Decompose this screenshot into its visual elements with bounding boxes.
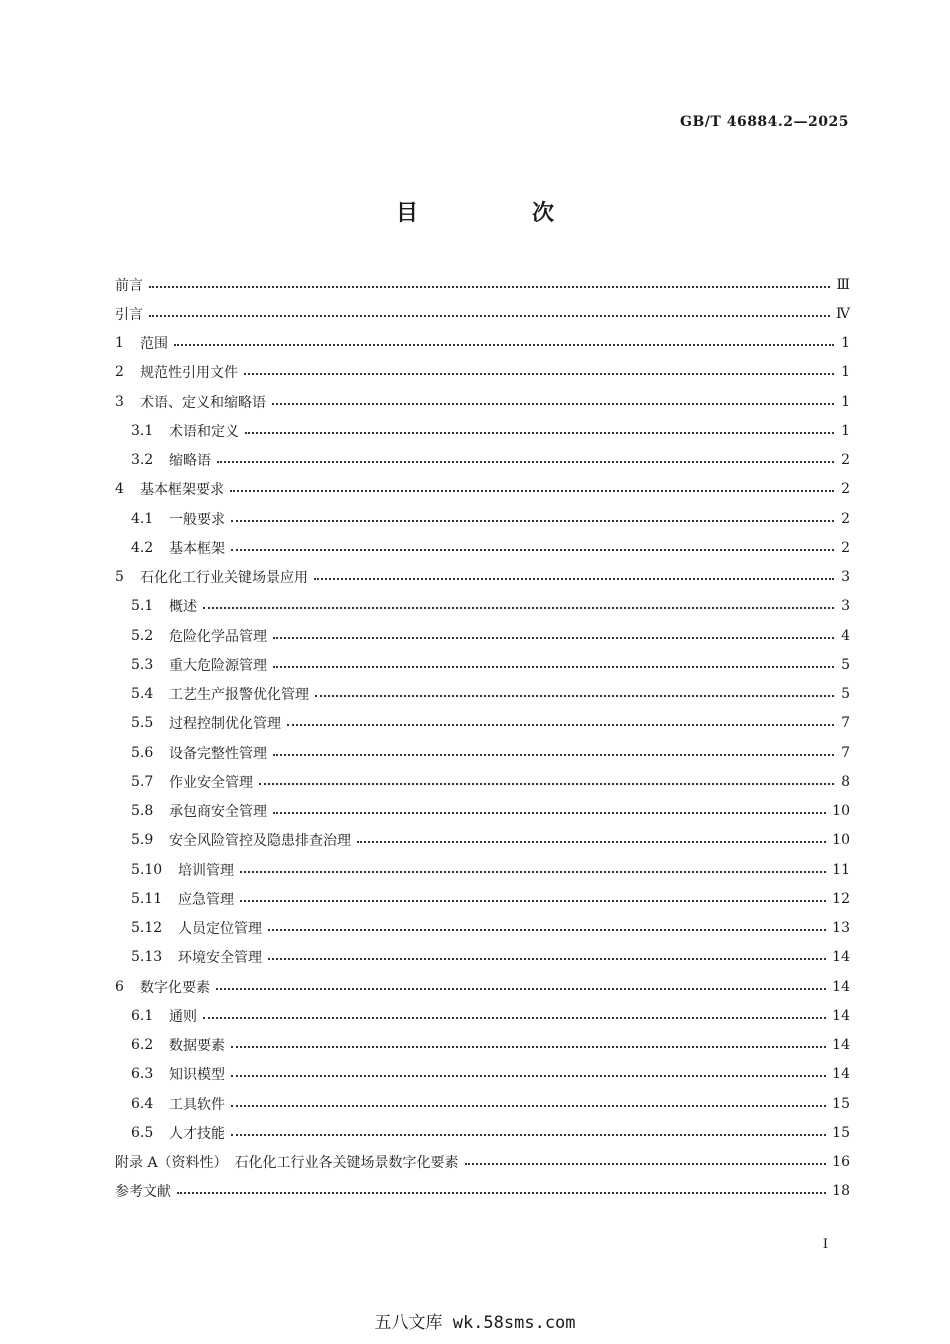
toc-entry-label: 前言	[115, 277, 143, 294]
toc-entry-label: 概述	[169, 599, 197, 616]
toc-entry[interactable]	[115, 914, 850, 943]
toc-entry-number: 6.4	[131, 1095, 154, 1112]
toc-leader-dots	[174, 344, 834, 346]
toc-entry-number: 4.1	[131, 510, 154, 527]
toc-entry[interactable]	[115, 299, 850, 328]
toc-leader-dots	[230, 490, 834, 492]
toc-entry-page: 3	[841, 598, 850, 615]
toc-entry-number: 1	[115, 335, 124, 352]
toc-entry-page: 10	[832, 803, 850, 820]
toc-entry-number: 5.12	[131, 920, 163, 937]
toc-entry-label: 过程控制优化管理	[169, 716, 281, 733]
toc-entry-label: 重大危险源管理	[169, 657, 267, 674]
toc-leader-dots	[465, 1163, 827, 1165]
toc-entry-number: 5	[115, 569, 124, 586]
toc-entry-number: 2	[115, 364, 124, 381]
toc-entry[interactable]	[115, 680, 850, 709]
toc-leader-dots	[268, 958, 826, 960]
toc-leader-dots	[231, 1105, 826, 1107]
toc-entry-label: 工具软件	[169, 1096, 225, 1113]
toc-entry-page: 14	[832, 949, 850, 966]
toc-entry-page: 14	[832, 978, 850, 995]
toc-entry-label: 基本框架	[169, 540, 225, 557]
toc-entry[interactable]	[115, 621, 850, 650]
toc-entry[interactable]	[115, 1177, 850, 1206]
toc-entry-page: 4	[841, 627, 850, 644]
toc-entry-page: 1	[841, 364, 850, 381]
toc-entry-page: 12	[832, 890, 850, 907]
toc-entry[interactable]	[115, 358, 850, 387]
toc-leader-dots	[244, 373, 834, 375]
toc-entry-page: 1	[841, 393, 850, 410]
toc-entry-label: 安全风险管控及隐患排查治理	[169, 833, 351, 850]
toc-leader-dots	[287, 724, 834, 726]
toc-leader-dots	[231, 1134, 826, 1136]
toc-entry-page: 11	[832, 861, 850, 878]
table-of-contents	[115, 270, 850, 1206]
toc-leader-dots	[149, 315, 830, 317]
toc-entry-label: 术语和定义	[169, 423, 239, 440]
toc-entry-page: 15	[832, 1124, 850, 1141]
toc-entry-number: 5.6	[131, 744, 154, 761]
toc-leader-dots	[231, 1046, 826, 1048]
toc-leader-dots	[240, 900, 826, 902]
toc-entry-page: Ⅳ	[836, 305, 850, 322]
toc-entry-number: 5.11	[131, 890, 163, 907]
toc-entry[interactable]	[115, 592, 850, 621]
toc-entry-page: 2	[841, 481, 850, 498]
toc-entry[interactable]	[115, 826, 850, 855]
toc-entry-label: 人员定位管理	[178, 921, 262, 938]
toc-entry[interactable]	[115, 1118, 850, 1147]
toc-entry[interactable]	[115, 884, 850, 913]
toc-leader-dots	[314, 578, 834, 580]
toc-entry[interactable]	[115, 1148, 850, 1177]
toc-leader-dots	[149, 286, 830, 288]
toc-entry-label: 范围	[140, 336, 168, 353]
toc-entry-page: 15	[832, 1095, 850, 1112]
toc-leader-dots	[240, 871, 826, 873]
toc-entry-number: 5.13	[131, 949, 163, 966]
toc-entry[interactable]	[115, 767, 850, 796]
toc-entry-page: 14	[832, 1066, 850, 1083]
toc-entry-label: 知识模型	[169, 1067, 225, 1084]
toc-entry-label: 规范性引用文件	[140, 365, 238, 382]
toc-entry-page: 8	[841, 773, 850, 790]
toc-leader-dots	[272, 403, 834, 405]
toc-entry-number: 5.1	[131, 598, 154, 615]
toc-entry-label: 石化化工行业关键场景应用	[140, 570, 308, 587]
toc-leader-dots	[273, 754, 834, 756]
toc-leader-dots	[273, 637, 834, 639]
toc-entry-number: 6.5	[131, 1124, 154, 1141]
toc-leader-dots	[245, 432, 834, 434]
toc-leader-dots	[268, 929, 826, 931]
toc-entry[interactable]	[115, 855, 850, 884]
toc-entry-page: 5	[841, 686, 850, 703]
toc-entry[interactable]	[115, 475, 850, 504]
toc-entry-label: 术语、定义和缩略语	[140, 394, 266, 411]
toc-entry-number: 4.2	[131, 539, 154, 556]
toc-entry-label: 培训管理	[178, 862, 234, 879]
toc-leader-dots	[231, 520, 834, 522]
toc-entry-number: 5.10	[131, 861, 163, 878]
toc-entry-page: Ⅲ	[836, 276, 850, 293]
toc-entry-page: 16	[832, 1154, 850, 1171]
toc-leader-dots	[203, 1017, 826, 1019]
toc-entry-page: 14	[832, 1037, 850, 1054]
toc-entry-number: 5.3	[131, 656, 154, 673]
toc-leader-dots	[315, 695, 834, 697]
toc-entry-number: 3	[115, 393, 124, 410]
toc-leader-dots	[217, 461, 834, 463]
standard-code: GB/T 46884.2—2025	[680, 114, 849, 130]
toc-entry[interactable]	[115, 972, 850, 1001]
toc-leader-dots	[177, 1192, 826, 1194]
toc-entry[interactable]	[115, 446, 850, 475]
toc-entry[interactable]	[115, 650, 850, 679]
toc-entry-label: 数据要素	[169, 1038, 225, 1055]
toc-entry-number: 6	[115, 978, 124, 995]
page-title: 目 次	[395, 200, 600, 226]
toc-entry[interactable]	[115, 387, 850, 416]
toc-entry-label: 应急管理	[178, 891, 234, 908]
toc-entry-label: 工艺生产报警优化管理	[169, 687, 309, 704]
watermark-text: 五八文库 wk.58sms.com	[374, 1313, 576, 1333]
toc-entry-page: 2	[841, 452, 850, 469]
toc-entry-number: 5.2	[131, 627, 154, 644]
toc-entry-page: 1	[841, 422, 850, 439]
toc-entry-number: 5.7	[131, 773, 154, 790]
toc-entry[interactable]	[115, 797, 850, 826]
toc-entry-label: 数字化要素	[140, 979, 210, 996]
toc-entry-label: 一般要求	[169, 511, 225, 528]
toc-entry[interactable]	[115, 1031, 850, 1060]
toc-entry-number: 4	[115, 481, 124, 498]
toc-entry-page: 7	[841, 744, 850, 761]
toc-entry-page: 14	[832, 1007, 850, 1024]
toc-entry[interactable]	[115, 1089, 850, 1118]
toc-entry-page: 1	[841, 335, 850, 352]
toc-entry-number: 5.4	[131, 686, 154, 703]
toc-leader-dots	[216, 988, 826, 990]
toc-entry[interactable]	[115, 416, 850, 445]
page-number: I	[822, 1237, 828, 1252]
toc-entry-page: 18	[832, 1183, 850, 1200]
toc-entry-page: 3	[841, 569, 850, 586]
toc-entry-label: 承包商安全管理	[169, 804, 267, 821]
toc-entry-number: 5.5	[131, 715, 154, 732]
toc-entry-page: 10	[832, 832, 850, 849]
toc-entry[interactable]	[115, 533, 850, 562]
toc-leader-dots	[231, 1075, 826, 1077]
toc-entry-number: 5.8	[131, 803, 154, 820]
toc-entry[interactable]	[115, 563, 850, 592]
toc-entry-label: 基本框架要求	[140, 482, 224, 499]
toc-entry[interactable]	[115, 1001, 850, 1030]
toc-entry[interactable]	[115, 504, 850, 533]
toc-entry-page: 2	[841, 510, 850, 527]
toc-entry-label: 环境安全管理	[178, 950, 262, 967]
toc-entry-number: 3.2	[131, 452, 154, 469]
toc-entry-label: 通则	[169, 1008, 197, 1025]
toc-entry[interactable]	[115, 738, 850, 767]
toc-entry-number: 5.9	[131, 832, 154, 849]
toc-leader-dots	[273, 812, 826, 814]
toc-leader-dots	[357, 841, 826, 843]
toc-leader-dots	[273, 666, 834, 668]
toc-entry-page: 7	[841, 715, 850, 732]
toc-entry[interactable]	[115, 270, 850, 299]
toc-entry[interactable]	[115, 943, 850, 972]
toc-leader-dots	[203, 607, 834, 609]
toc-entry[interactable]	[115, 1060, 850, 1089]
toc-entry-page: 13	[832, 920, 850, 937]
toc-entry-label: 缩略语	[169, 453, 211, 470]
toc-entry-page: 5	[841, 656, 850, 673]
toc-entry-label: 作业安全管理	[169, 774, 253, 791]
toc-entry-label: 引言	[115, 306, 143, 323]
toc-entry-number: 6.1	[131, 1007, 154, 1024]
toc-entry[interactable]	[115, 329, 850, 358]
toc-leader-dots	[231, 549, 834, 551]
toc-entry-number: 6.3	[131, 1066, 154, 1083]
toc-entry-label: 危险化学品管理	[169, 628, 267, 645]
toc-entry-label: 设备完整性管理	[169, 745, 267, 762]
toc-entry-page: 2	[841, 539, 850, 556]
toc-entry-number: 6.2	[131, 1037, 154, 1054]
toc-entry-label: 参考文献	[115, 1184, 171, 1201]
toc-entry-number: 3.1	[131, 422, 154, 439]
toc-leader-dots	[259, 783, 834, 785]
toc-entry-label: 附录 A（资料性） 石化化工行业各关键场景数字化要素	[115, 1155, 459, 1172]
toc-entry-label: 人才技能	[169, 1125, 225, 1142]
toc-entry[interactable]	[115, 709, 850, 738]
